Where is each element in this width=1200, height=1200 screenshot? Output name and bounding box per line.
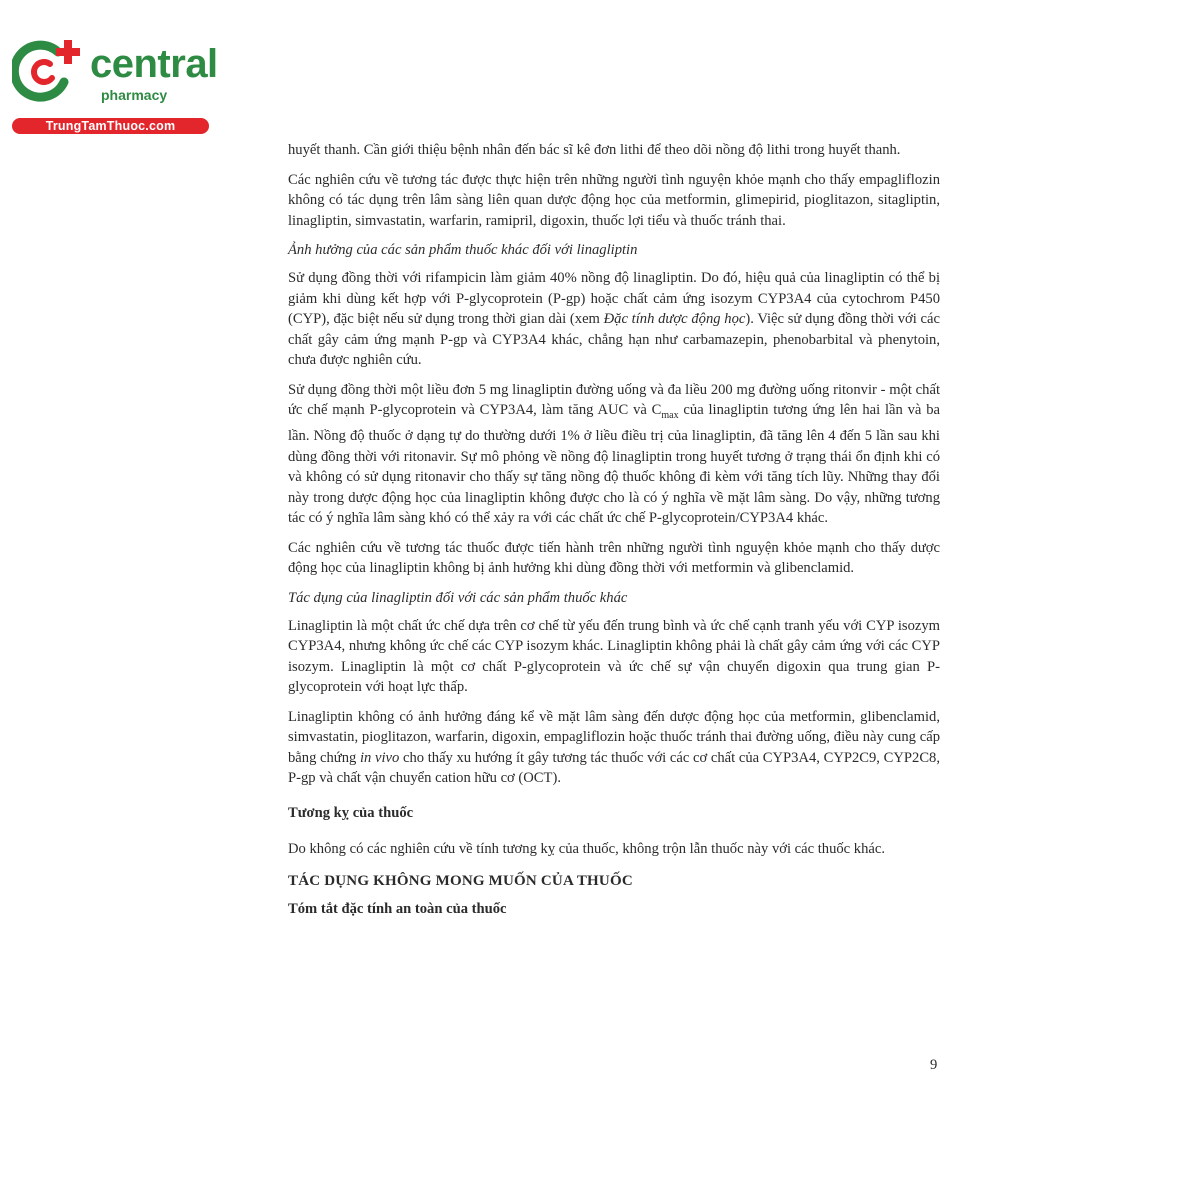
subscript: max — [661, 409, 679, 421]
section-heading-caps: TÁC DỤNG KHÔNG MONG MUỐN CỦA THUỐC — [288, 872, 633, 889]
paragraph: Các nghiên cứu về tương tác thuốc được tiến hành trên những người tình nguyện khỏe mạnh cho thấy dược động học của linagliptin không bị ảnh hưởng khi dùng đồng thời với metformin và glibenclamid. — [288, 539, 940, 577]
paragraph: huyết thanh. Cần giới thiệu bệnh nhân đến bác sĩ kê đơn lithi để theo dõi nồng độ lithi trong huyết thanh. — [288, 142, 901, 158]
logo-subtitle: pharmacy — [101, 87, 168, 103]
page-number: 9 — [930, 1057, 938, 1073]
italic-term: in vivo — [359, 749, 400, 766]
paragraph — [288, 707, 940, 789]
logo-name: central — [90, 42, 218, 86]
paragraph: Linagliptin là một chất ức chế dựa trên cơ chế từ yếu đến trung bình và ức chế cạnh tranh yếu với CYP isozym CYP3A4, nhưng không ức chế các CYP isozym khác. Linagliptin không phải là chất gây cảm ứng với các CYP isozym. Linagliptin là một cơ chất P-glycoprotein và ức chế sự vận chuyển digoxin qua trung gian P-glycoprotein với hoạt lực thấp. — [288, 617, 940, 696]
paragraph-text: Sử dụng đồng thời với rifampicin làm giảm 40% nồng độ linagliptin. Do đó, hiệu quả của linagliptin có thể bị giảm khi dùng kết hợp với P-glycoprotein (P-gp) hoặc chất cảm ứng isozym CYP3A4 của cytochrom P450 (CYP), đặc biệt nếu sử dụng trong thời gian dài (xem — [288, 270, 940, 327]
section-heading-italic: Ảnh hưởng của các sản phẩm thuốc khác đối với linagliptin — [288, 242, 638, 258]
cross-reference: Đặc tính dược động học — [603, 311, 746, 327]
document-body — [288, 140, 940, 927]
paragraph: Do không có các nghiên cứu về tính tương kỵ của thuốc, không trộn lẫn thuốc này với các thuốc khác. — [288, 840, 886, 857]
paragraph — [288, 268, 940, 371]
section-heading-bold: Tóm tắt đặc tính an toàn của thuốc — [288, 900, 507, 917]
paragraph-text: của linagliptin tương ứng lên hai lần và ba lần. Nồng độ thuốc ở dạng tự do thường dưới 1% ở liều điều trị của linagliptin, đã tăng lên 4 đến 5 lần sau khi dùng đồng thời với ritonavir. Sự mô phỏng về nồng độ linagliptin trong huyết tương ở trạng thái ổn định khi có và không có sử dụng ritonavir cho thấy sự tăng nồng độ thuốc không đi kèm với tăng tích lũy. Những thay đổi này trong dược động học của linagliptin không được cho là có ý nghĩa về mặt lâm sàng. Do vậy, những tương tác có ý nghĩa lâm sàng khó có thể xảy ra với các chất ức chế P-glycoprotein/CYP3A4 khác. — [288, 402, 940, 527]
paragraph: Các nghiên cứu về tương tác được thực hiện trên những người tình nguyện khỏe mạnh cho thấy empagliflozin không có tác dụng trên lâm sàng liên quan dược động học của metformin, glimepirid, pioglitazon, sitagliptin, linagliptin, simvastatin, warfarin, ramipril, digoxin, thuốc lợi tiểu và thuốc tránh thai. — [288, 171, 940, 229]
logo-badge: TrungTamThuoc.com — [12, 118, 209, 134]
paragraph-text: Linagliptin không có ảnh hưởng đáng kể về mặt lâm sàng đến dược động học của metformin, glibenclamid, simvastatin, pioglitazon, warfarin, digoxin, empagliflozin hoặc thuốc tránh thai đường uống, điều này cung cấp bằng chứng — [288, 708, 940, 766]
paragraph-text: Sử dụng đồng thời một liều đơn 5 mg linagliptin đường uống và đa liều 200 mg đường uống ritonvir - một chất ức chế mạnh P-glycoprotein và CYP3A4, làm tăng AUC và C — [288, 381, 940, 418]
section-heading-italic: Tác dụng của linagliptin đối với các sản phẩm thuốc khác — [288, 589, 628, 606]
logo-mark-icon — [12, 38, 86, 102]
paragraph-text: cho thấy xu hướng ít gây tương tác thuốc với các cơ chất của CYP3A4, CYP2C9, CYP2C8, P-gp và chất vận chuyển cation hữu cơ (OCT). — [288, 749, 940, 787]
section-heading-bold: Tương kỵ của thuốc — [288, 804, 414, 821]
pharmacy-logo — [12, 38, 217, 138]
paragraph — [288, 380, 940, 529]
paragraph-text: ). Việc sử dụng đồng thời với các chất gây cảm ứng mạnh P-gp và CYP3A4 khác, chẳng hạn như carbamazepin, phenobarbital và phenytoin, chưa được nghiên cứu. — [288, 311, 940, 368]
